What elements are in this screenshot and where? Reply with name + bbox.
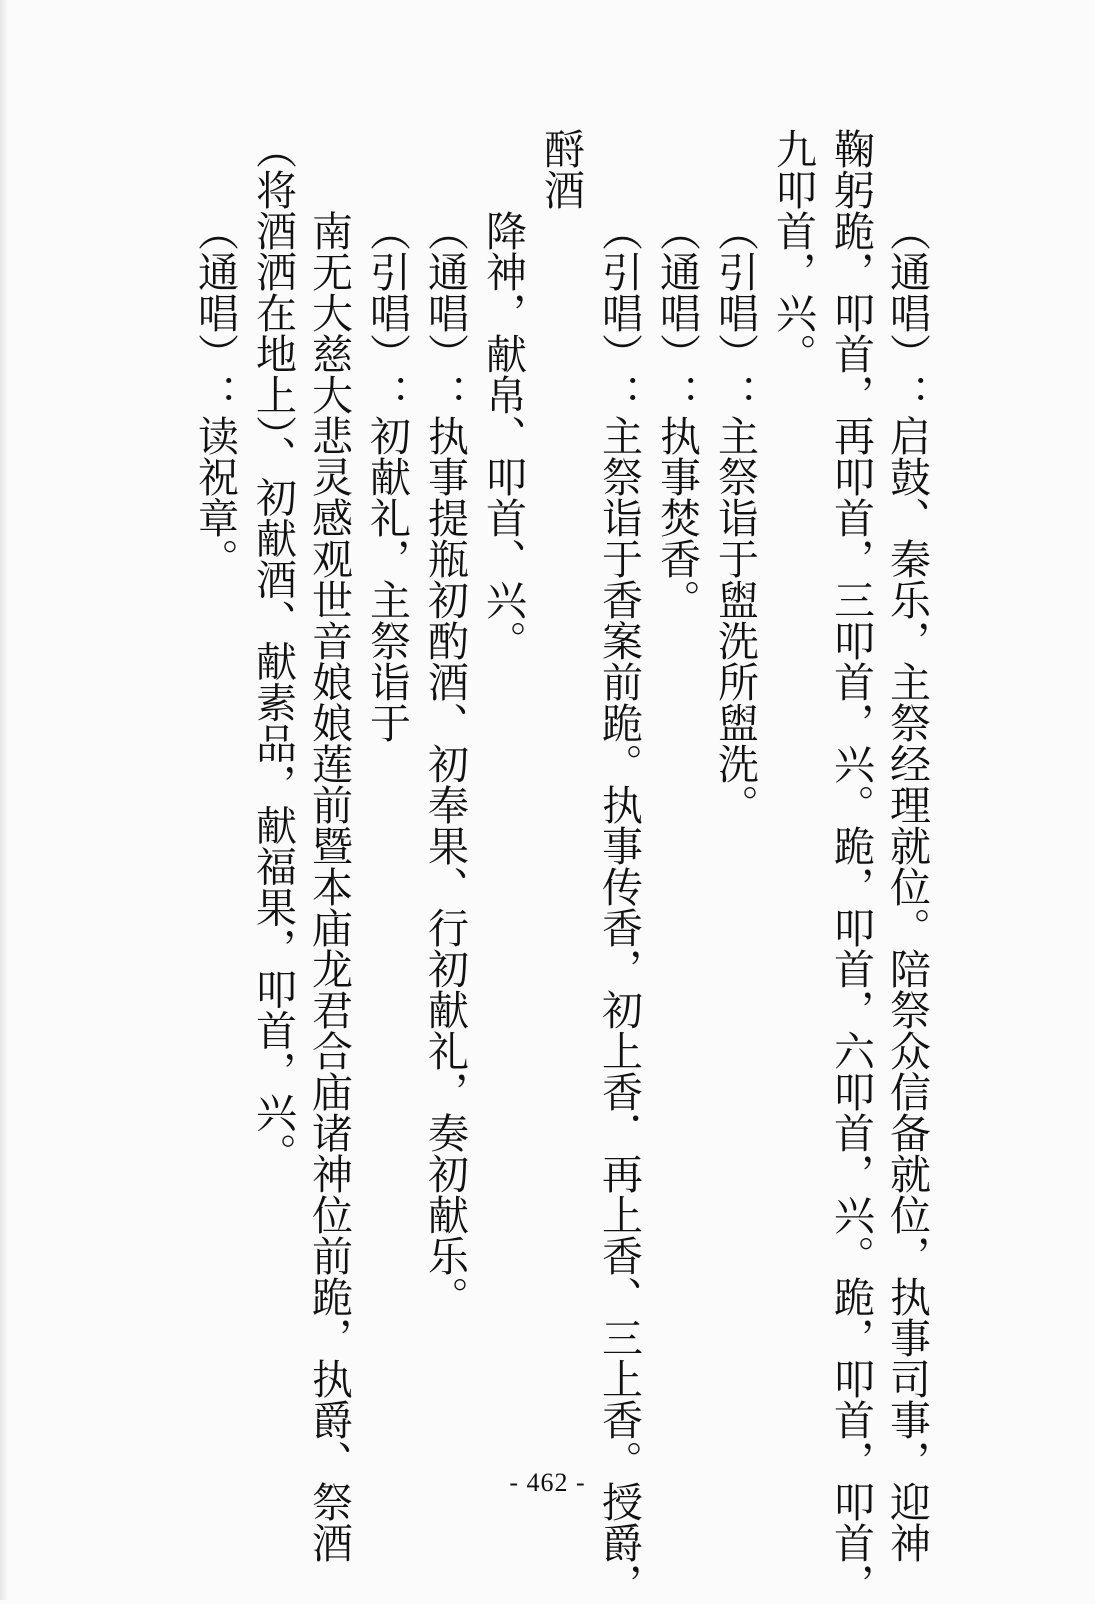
text-column-10: （引唱）：初献礼，主祭诣于: [363, 210, 411, 743]
text-column-13: （通唱）：读祝章。: [191, 210, 239, 579]
text-column-1: （通唱）：启鼓、秦乐，主祭经理就位。陪祭众信备就位，执事司事，迎神: [883, 210, 931, 1563]
text-column-11: 南无大慈大悲灵感观世音娘娘莲前暨本庙龙君合庙诸神位前跪，执爵、祭酒: [305, 210, 353, 1563]
text-column-3: 九叩首，兴。: [769, 128, 817, 374]
text-column-4: （引唱）：主祭诣于盥洗所盥洗。: [711, 210, 759, 825]
text-column-2: 鞠躬跪，叩首，再叩首，三叩首，兴。跪，叩首，六叩首，兴。跪，叩首，叩首，: [827, 128, 875, 1604]
text-column-8: 降神，献帛、叩首、兴。: [479, 210, 527, 661]
text-column-12: （将酒洒在地上）、初献酒、献素品，献福果，叩首，兴。: [249, 128, 297, 1174]
text-column-5: （通唱）：执事焚香。: [653, 210, 701, 620]
text-column-6: （引唱）：主祭诣于香案前跪。执事传香，初上香．再上香、三上香。授爵，: [595, 210, 643, 1604]
page-edge: [0, 0, 8, 1600]
text-column-9: （通唱）：执事提瓶初酌酒、初奉果、行初献礼，奏初献乐。: [421, 210, 469, 1317]
text-column-7: 酹酒: [537, 128, 585, 210]
page-number: - 462 -: [509, 1468, 586, 1497]
